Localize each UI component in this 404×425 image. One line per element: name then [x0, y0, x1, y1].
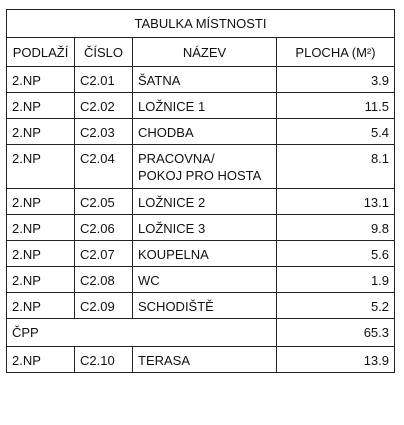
- table-row: [7, 145, 395, 189]
- cell-area: 5.2: [277, 293, 395, 319]
- cell-name: LOŽNICE 3: [133, 215, 277, 241]
- cell-name-line2: POKOJ PRO HOSTA: [138, 168, 262, 183]
- cell-area: 5.4: [277, 119, 395, 145]
- cell-area: 1.9: [277, 267, 395, 293]
- table-row: [7, 189, 395, 215]
- header-number: ČÍSLO: [75, 38, 133, 67]
- cell-number: C2.01: [75, 67, 133, 93]
- cell-number: C2.10: [75, 347, 133, 373]
- cell-name: CHODBA: [133, 119, 277, 145]
- cell-floor: 2.NP: [7, 347, 75, 373]
- summary-row: [7, 319, 395, 347]
- cell-floor: 2.NP: [7, 93, 75, 119]
- table-row: [7, 67, 395, 93]
- table-row: [7, 93, 395, 119]
- cell-area: 11.5: [277, 93, 395, 119]
- cell-name-line1: PRACOVNA/: [138, 151, 215, 166]
- cell-area: 13.1: [277, 189, 395, 215]
- cell-name: LOŽNICE 2: [133, 189, 277, 215]
- cell-number: C2.04: [75, 145, 133, 189]
- cell-number: C2.09: [75, 293, 133, 319]
- cell-number: C2.08: [75, 267, 133, 293]
- cell-floor: 2.NP: [7, 145, 75, 189]
- cell-floor: 2.NP: [7, 293, 75, 319]
- cell-floor: 2.NP: [7, 241, 75, 267]
- cell-floor: 2.NP: [7, 67, 75, 93]
- cell-area: 13.9: [277, 347, 395, 373]
- cell-number: C2.06: [75, 215, 133, 241]
- cell-number: C2.02: [75, 93, 133, 119]
- cell-number: C2.07: [75, 241, 133, 267]
- cell-floor: 2.NP: [7, 119, 75, 145]
- header-name: NÁZEV: [133, 38, 277, 67]
- cell-name: KOUPELNA: [133, 241, 277, 267]
- summary-area: 65.3: [277, 319, 395, 347]
- cell-number: C2.05: [75, 189, 133, 215]
- cell-name: LOŽNICE 1: [133, 93, 277, 119]
- cell-area: 3.9: [277, 67, 395, 93]
- table-row: [7, 293, 395, 319]
- cell-floor: 2.NP: [7, 215, 75, 241]
- cell-name: TERASA: [133, 347, 277, 373]
- table-row: [7, 241, 395, 267]
- cell-area: 5.6: [277, 241, 395, 267]
- table-row: [7, 215, 395, 241]
- cell-number: C2.03: [75, 119, 133, 145]
- cell-name: ŠATNA: [133, 67, 277, 93]
- header-area: PLOCHA (M²): [277, 38, 395, 67]
- cell-area: 9.8: [277, 215, 395, 241]
- cell-floor: 2.NP: [7, 267, 75, 293]
- table-header-row: [7, 38, 395, 67]
- cell-area: 8.1: [277, 145, 395, 189]
- cell-name: WC: [133, 267, 277, 293]
- room-table: [6, 9, 395, 373]
- cell-floor: 2.NP: [7, 189, 75, 215]
- header-floor: PODLAŽÍ: [7, 38, 75, 67]
- cell-name: [133, 145, 277, 189]
- table-title-row: [7, 10, 395, 38]
- table-row: [7, 267, 395, 293]
- table-row: [7, 119, 395, 145]
- table-title: TABULKA MÍSTNOSTI: [7, 10, 395, 38]
- table-row: [7, 347, 395, 373]
- summary-label: ČPP: [7, 319, 277, 347]
- cell-name: SCHODIŠTĚ: [133, 293, 277, 319]
